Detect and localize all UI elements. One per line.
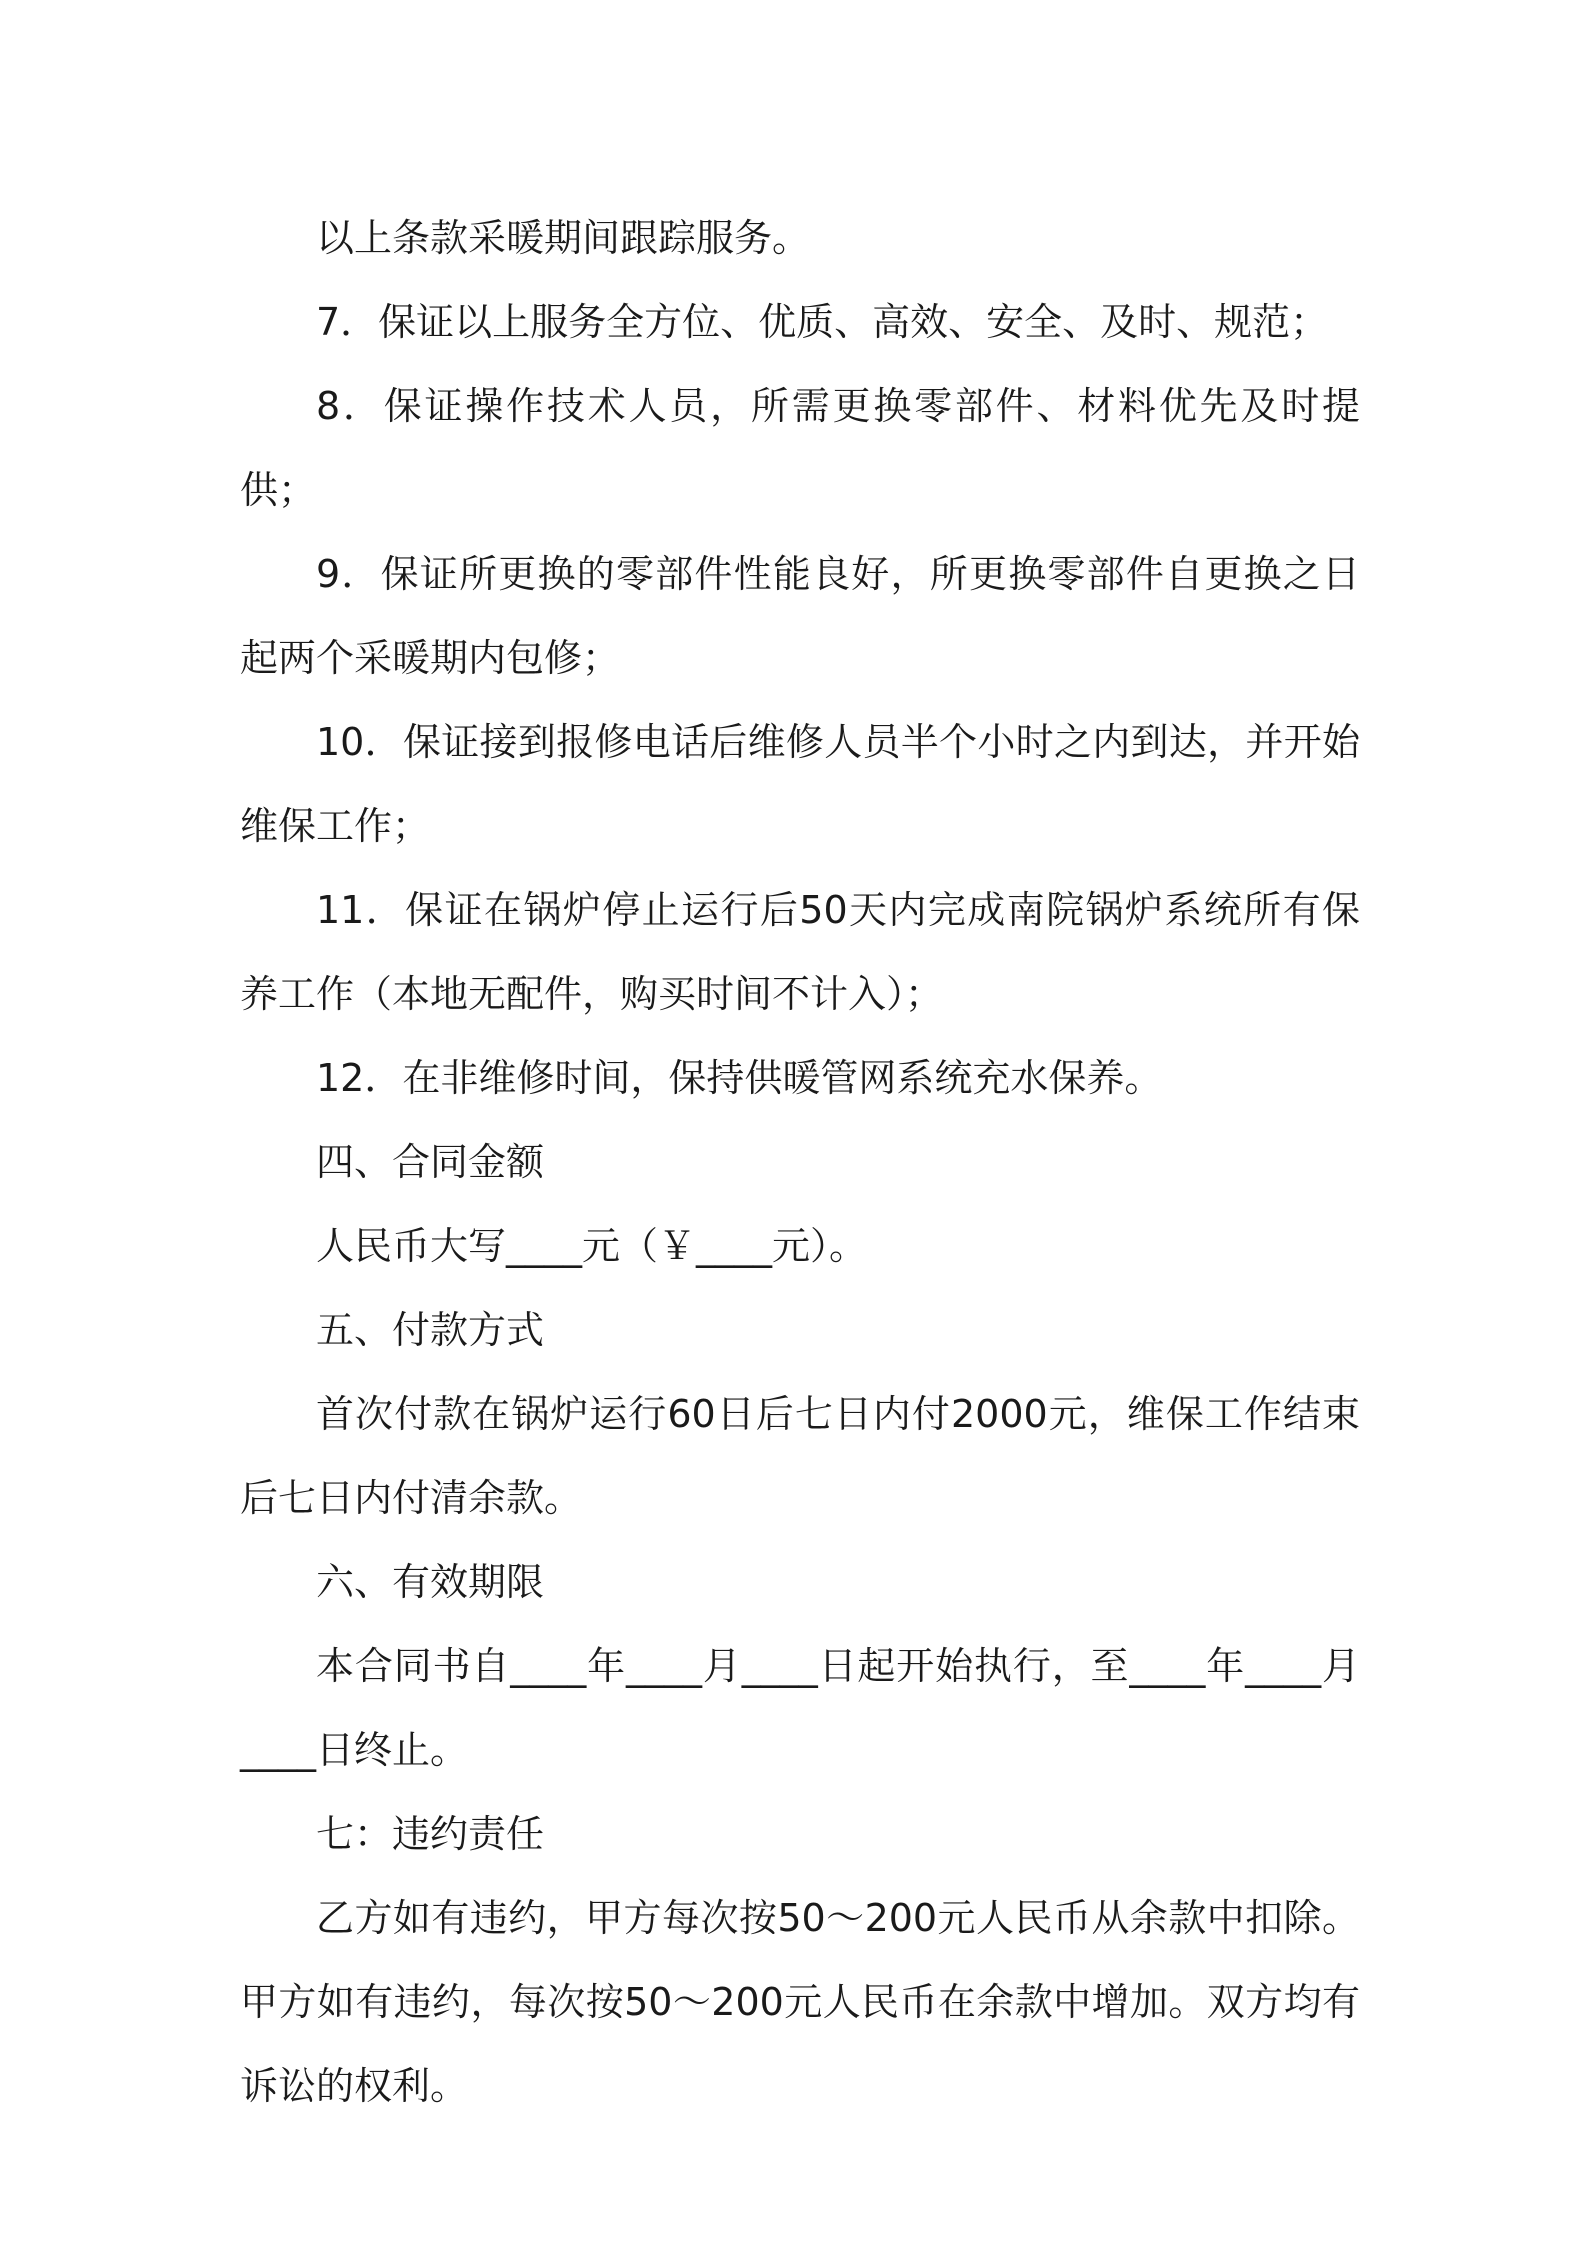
paragraph-clause-10: 10．保证接到报修电话后维修人员半个小时之内到达，并开始维保工作； xyxy=(240,720,1360,848)
paragraph-clause-6-tail: 以上条款采暖期间跟踪服务。 xyxy=(316,216,811,260)
paragraph-validity-period: 本合同书自____年____月____日起开始执行，至____年____月____日终止。 xyxy=(240,1644,1360,1772)
paragraph-clause-8: 8．保证操作技术人员，所需更换零部件、材料优先及时提供； xyxy=(240,384,1360,512)
paragraph-contract-amount: 人民币大写____元（￥____元）。 xyxy=(316,1224,868,1268)
paragraph-clause-12: 12．在非维修时间，保持供暖管网系统充水保养。 xyxy=(316,1056,1163,1100)
document-body xyxy=(240,196,1360,2128)
section-heading-payment-method: 五、付款方式 xyxy=(316,1308,545,1352)
paragraph-payment-method: 首次付款在锅炉运行60日后七日内付2000元，维保工作结束后七日内付清余款。 xyxy=(240,1392,1360,1520)
section-heading-validity-period: 六、有效期限 xyxy=(316,1560,545,1604)
paragraph-clause-7: 7．保证以上服务全方位、优质、高效、安全、及时、规范； xyxy=(316,300,1329,344)
section-heading-breach-liability: 七：违约责任 xyxy=(316,1812,545,1856)
paragraph-clause-9: 9．保证所更换的零部件性能良好，所更换零部件自更换之日起两个采暖期内包修； xyxy=(240,552,1360,680)
paragraph-breach-liability: 乙方如有违约，甲方每次按50～200元人民币从余款中扣除。甲方如有违约，每次按50～200元人民币在余款中增加。双方均有诉讼的权利。 xyxy=(240,1896,1360,2108)
section-heading-contract-amount: 四、合同金额 xyxy=(316,1140,545,1184)
paragraph-clause-11: 11．保证在锅炉停止运行后50天内完成南院锅炉系统所有保养工作（本地无配件，购买时间不计入）； xyxy=(240,888,1360,1016)
